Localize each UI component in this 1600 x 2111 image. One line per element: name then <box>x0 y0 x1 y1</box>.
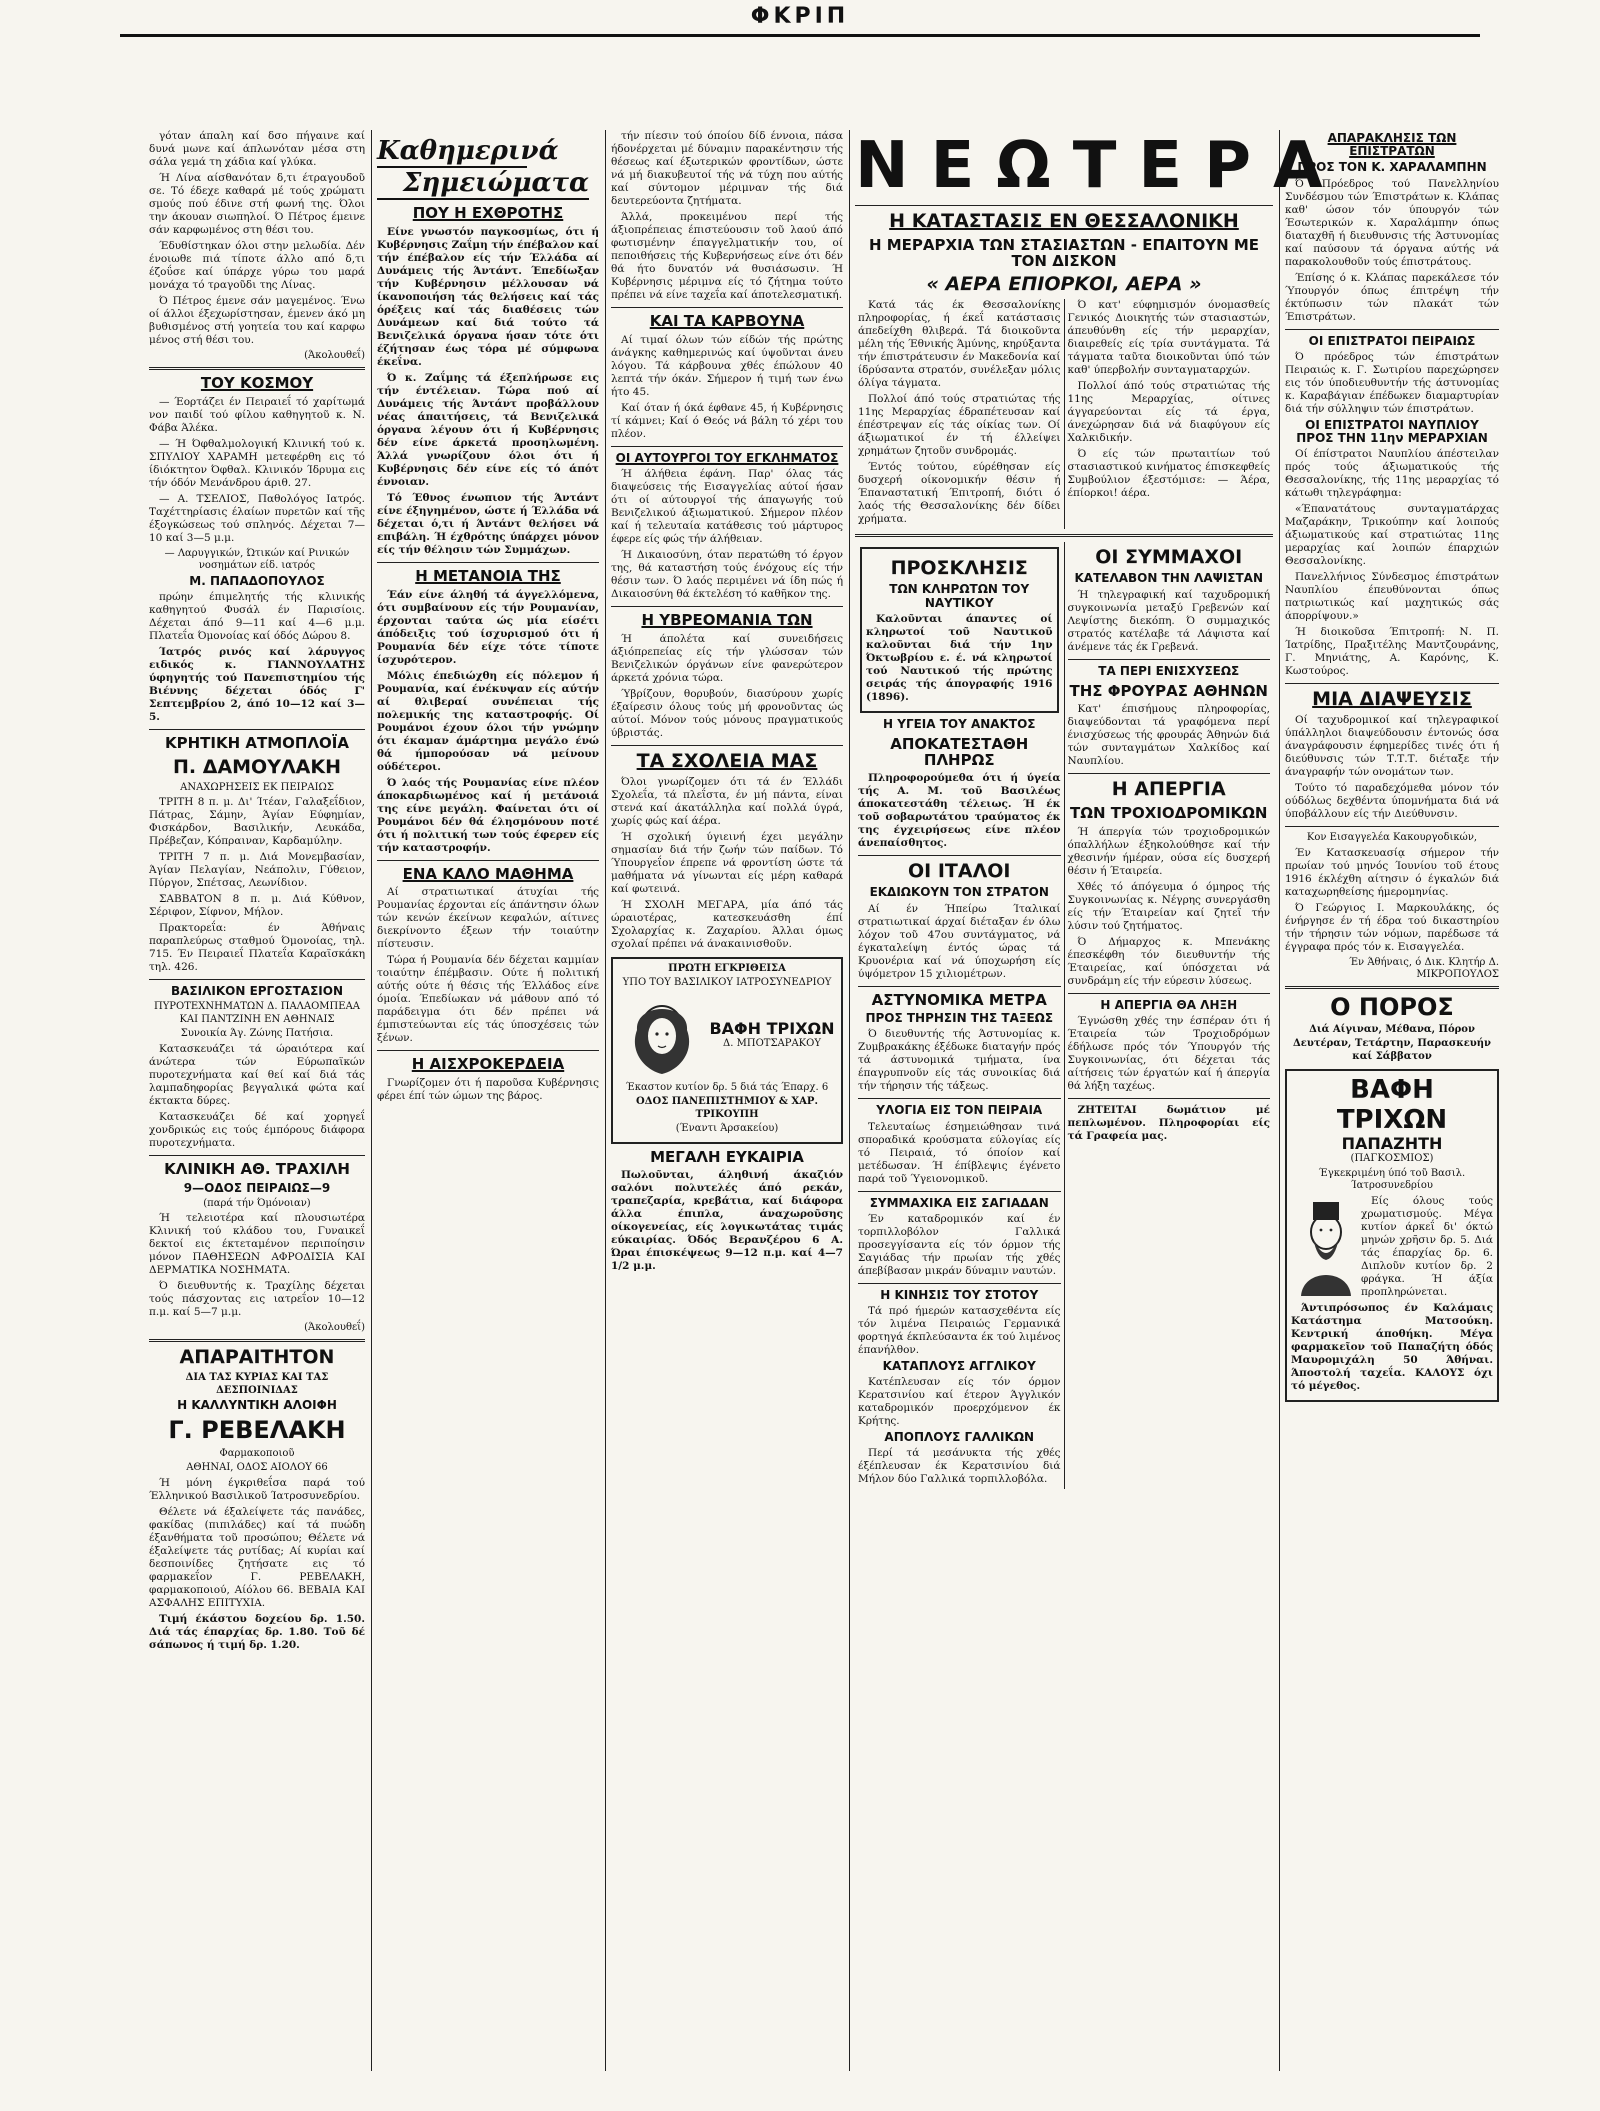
article-title: ΥΛΟΓΙΑ ΕΙΣ ΤΟΝ ΠΕΙΡΑΙΑ <box>876 1103 1043 1118</box>
ad-line: Πρακτορεΐα: έν Άθήναις παραπλεύρως σταθμού Όμονοίας, τηλ. 715. Έν Πειραιεΐ Πλατεΐα Καραϊσκάκη τηλ. 426. <box>149 922 365 974</box>
article-paragraph: Έντός τούτου, εύρέθησαν είς δυσχερή οίκονομικήν θέσιν ή Έπαναστατική Έπιτροπή, διότι ό λαός τής Θεσσαλονίκης δέν δίδει χρήματα. <box>858 461 1061 526</box>
article-paragraph: «Έπανατάτους συνταγματάρχας Μαζαράκην, Τρικούπην καί λοιπούς άξιωματικούς καί στρατιώτας 11ης μεραρχίας καί λοιπών έπαρχιών Θεσσαλονίκης. <box>1285 503 1499 568</box>
article-paragraph: Τελευταίως έσημειώθησαν τινά σποραδικά κρούσματα εύλογίας είς τό Πειραιά, τό όποίον καί μετέδωσαν. Ή έπίβλεψις έγένετο παρά τοῦ Ύγειονομικοῦ. <box>858 1120 1061 1185</box>
signature: Έν Άθήναις, ό Δικ. Κλητήρ Δ. ΜΙΚΡΟΠΟΥΛΟΣ <box>1349 956 1499 980</box>
article-paragraph: Πανελλήνιος Σύνδεσμος έπιστράτων Ναυπλίου έπευθύνονται όπως πατριωτικώς καί μαχητικώς σάς άπορρίψουν.» <box>1285 571 1499 623</box>
article-title: ΜΙΑ ΔΙΑΨΕΥΣΙΣ <box>1312 688 1472 711</box>
article-subtitle: ΤΩΝ ΚΛΗΡΩΤΩΝ ΤΟΥ ΝΑΥΤΙΚΟΥ <box>889 582 1030 610</box>
ad-line: Κατασκευάζει τά ώραιότερα καί άνώτερα τών Εύρωπαϊκών πυροτεχνήματα καί θεί καί διά τάς λαμπαδηφορίας βεγγαλικά φώτα καί έκτακτα δύρες. <box>149 1042 365 1107</box>
article-paragraph: Ό κ. Ζαΐμης τά έξεπλήρωσε εις τήν έντέλειαν. Τώρα πού αί Δυνάμεις τής Άντάντ προβάλλουν νέας άπαιτήσεις, τά Βενιζελικά όργανα λέγουν ότι ή Κυβέρνησις δέν είνε άρκετά προσηλωμένη. Άλλά γνωρίζουν όλοι ότι ή Κυβέρνησις δέν είνε είς τό άπότ έννοιαν. <box>377 371 599 488</box>
divider <box>855 205 1273 206</box>
divider <box>611 307 843 308</box>
newspaper-title: ΦΚΡΙΠ <box>750 4 850 29</box>
article-subtitle: ΤΩΝ ΤΡΟΧΙΟΔΡΟΜΙΚΩΝ <box>1070 804 1268 823</box>
hair-dye-ad <box>611 957 843 1144</box>
news-right <box>1064 542 1274 1489</box>
ad-line: Δ. ΜΠΟΤΣΑΡΑΚΟΥ <box>723 1038 821 1050</box>
article-paragraph: Καί όταν ή όκά έφθανε 45, ή Κυβέρνησις τί κάμνει; Καί ό Θεός νά βάλη τό χέρι του πλέον. <box>611 401 843 440</box>
masthead <box>0 0 1600 38</box>
article-paragraph: Ή ΣΧΟΛΗ ΜΕΓΑΡΑ, μία άπό τάς ώραιοτέρας, κατεσκευάσθη έπί Σχολαρχίας κ. Ζαχαρίου. Άλλαι όμως σχολαί πρέπει νά άνακαινισθοῦν. <box>611 898 843 950</box>
ad-line: Κατασκευάζει δέ καί χορηγεΐ χονδρικώς εις τούς έμπόρους διάφορα πυροτεχνήματα. <box>149 1110 365 1149</box>
ad-line: ΟΔΟΣ ΠΑΝΕΠΙΣΤΗΜΙΟΥ & ΧΑΡ. ΤΡΙΚΟΥΠΗ <box>636 1096 818 1120</box>
article-paragraph: τήν πίεσιν τού όποίου δίδ έννοια, πάσα ήδονέρχεται μέ δύναμιν παρακέντησιν τής θέσεως καί έξωτερικών φροντίδων, ώστε νά μή διακυβευτοί τής νά τύχη που αύτής καί σύντομον μέριμναν τής διά δευτερεύοντα ζητήματα. <box>611 130 843 207</box>
article-subtitle: ΤΗΣ ΦΡΟΥΡΑΣ ΑΘΗΝΩΝ <box>1069 681 1268 700</box>
ad-line: Πωλοῦνται, άληθινή άκαζιόν σαλόνι πολυτελές άπό ρεκάν, τραπεζαρία, κρεβάτια, καί διάφορα άλλα έπιπλα, άναχωροῦσης οίκογενείας, είς λογικωτάτας τιμάς εύκαιρίας. Όδός Βερανζέρου 6 Α. Ώραι έπισκέψεως 9—12 π.μ. καί 4—7 1/2 μ.μ. <box>611 1169 843 1273</box>
divider <box>1068 1098 1271 1099</box>
article-paragraph: Έγνώσθη χθές την έσπέραν ότι ή Έταιρεία τών Τροχιοδρόμων έδήλωσε πρός τόν Ύπουργόν τής Συγκοινωνίας, ότι δέχεται τάς αίτήσεις τών έργατών καί ή άπεργία θά λήξη ταχέως. <box>1067 1015 1270 1093</box>
article-paragraph: Όλοι γνωρίζομεν ότι τά έν Έλλάδι Σχολεΐα, τά πλεΐστα, έν μή πάντα, είναι στενά καί άκατάλληλα καί πολλά ύγρά, χωρίς φώς καί άέρα. <box>611 775 843 827</box>
continued-note: (Άκολουθεΐ) <box>304 350 365 361</box>
article-subtitle: ΕΚΔΙΩΚΟΥΝ ΤΟΝ ΣΤΡΑΤΟΝ <box>869 885 1049 900</box>
article-paragraph: Ό λαός τής Ρουμανίας είνε πλέον άποκαρδιωμένος καί ή μετάνοιά της είνε μεγάλη. Φαίνεται ότι οί Ρουμάνοι δέν θά έλησμόνουν ποτέ ότι ή πολιτική των τούς έφερεν είς τήν καταστροφήν. <box>377 776 599 854</box>
article-paragraph: Ή άλήθεια έφάνη. Παρ' όλας τάς διαψεύσεις τής Εισαγγελίας αύτοί ήσαν ότι οί αύτουργοί τής άπαγωγής τού Βενιζελικού άξιωματικού. Σήμερον πλέον καί ή τελευταία κατάθεσις τού μάρτυρος έφερε είς φώς τήν άλήθειαν. <box>611 467 843 545</box>
article-paragraph: Τά πρό ήμερών κατασχεθέντα είς τόν λιμένα Πειραιώς Γερμανικά φορτηγά έκπλεύσαντα έκ τού λιμένος έπανήλθον. <box>858 1305 1061 1356</box>
divider <box>377 562 599 563</box>
divider <box>858 1098 1061 1099</box>
ad-subtitle: Η ΚΑΛΛΥΝΤΙΚΗ ΑΛΟΙΦΗ <box>177 1398 337 1413</box>
article-subtitle: ΠΡΟΣ ΤΗΡΗΣΙΝ ΤΗΣ ΤΑΞΕΩΣ <box>865 1011 1054 1026</box>
ad-subtitle: 9—ΟΔΟΣ ΠΕΙΡΑΙΩΣ—9 <box>183 1180 331 1195</box>
ad-title-damoulaki: Π. ΔΑΜΟΥΛΑΚΗ <box>173 755 341 778</box>
divider <box>1285 683 1499 684</box>
column-5 <box>1281 130 1503 2079</box>
article-paragraph: Οί ταχυδρομικοί καί τηλεγραφικοί ύπάλληλοι διαψεύδουσιν έντονώς όσα άναγράφουσιν έφημερίδες τινές ότι ή διεύθυνσις τών Τ.Τ.Τ. διέταξε τήν άναγραφήν τών ονομάτων των. <box>1285 714 1499 779</box>
article-title: Η ΑΠΕΡΓΙΑ ΘΑ ΛΗΞΗ <box>1100 998 1238 1013</box>
ad-line: Διά Αίγιναν, Μέθανα, Πόρον <box>1309 1023 1475 1035</box>
article-paragraph: Ό κατ' εύφημισμόν όνομασθείς Γενικός Διοικητής τών στασιαστών, άπευθύνθη είς τήν μεραρχίαν, διαιρεθείς είς τρία συντάγματα. Τά τάγματα ταῦτα διοικοῦνται ύπό τών καθ' ύπερβολήν συνταγματαρχών. <box>1067 299 1270 377</box>
social-note: — Α. ΤΣΕΛΙΟΣ, Παθολόγος Ιατρός. Ταχέττηρίασις έλαίων πυρετῶν καί τῆς έξογκώσεως τού σπληνός. Δέχεται 7—10 καί 3—5 μ.μ. <box>149 492 365 544</box>
lead-right <box>1064 299 1274 529</box>
article-title: ΑΠΑΡΑΚΛΗΣΙΣ ΤΩΝ ΕΠΙΣΤΡΑΤΩΝ <box>1327 131 1457 159</box>
ad-title: ΜΕΓΑΛΗ ΕΥΚΑΙΡΙΑ <box>650 1147 804 1166</box>
serial-paragraph: Έδυθίστηκαν όλοι στην μελωδία. Δέν ένοιωθε πιά τίποτε άλλο από δ,τι έζοΰσε καί ύπάρχε γύρω του μαρά μονάχα τό τραγοῦδι της Λίνας. <box>149 240 365 291</box>
article-paragraph: Ό διευθυντής τής Άστυνομίας κ. Ζυμβρακάκης έξέδωκε διαταγήν πρός τά άστυνομικά τμήματα, ίνα έπαγρυπνοῦν είς τάς συνοικίας διά τήν τήρησιν τής τάξεως. <box>858 1028 1061 1093</box>
ad-line: Δευτέραν, Τετάρτην, Παρασκευήν καί Σάββατον <box>1293 1038 1491 1062</box>
article-title: Η ΜΕΤΑΝΟΙΑ ΤΗΣ <box>415 566 561 585</box>
header-word: Καθημερινά <box>377 136 559 166</box>
divider <box>1068 993 1271 994</box>
ad-title: ΒΑΦΗ ΤΡΙΧΩΝ <box>1336 1075 1448 1136</box>
article-paragraph: Ό πρόεδρος τών έπιστράτων Πειραιώς κ. Γ. Σωτιρίου παρεχώρησεν εις τόν ύποδιευθυντήν τής άστυνομίας κ. Καραβάγιαν έπέδωκεν διαμαρτυρίαν διά τήν σύλληψιν τών έπιστράτων. <box>1285 350 1499 415</box>
divider <box>858 986 1061 987</box>
headline: Η ΜΕΡΑΡΧΙΑ ΤΩΝ ΣΤΑΣΙΑΣΤΩΝ - ΕΠΑΙΤΟΥΝ ΜΕ ΤΟΝ ΔΙΣΚΟΝ <box>868 235 1260 270</box>
serial-paragraph: Ό Πέτρος έμενε σάν μαγεμένος. Ένω οί άλλοι έξεχωρίστησαν, έμενεν άκό μη βυθισμένος στή γοητεία του καί καρφω μένος στή θέσι του. <box>149 295 365 346</box>
ad-line: ΥΠΟ ΤΟΥ ΒΑΣΙΛΙΚΟΥ ΙΑΤΡΟΣΥΝΕΔΡΙΟΥ <box>622 977 832 989</box>
signature: Ή διοικοῦσα Έπιτροπή: Ν. Π. Ίατρίδης, Πραξιτέλης Μαντζουράνης, Γ. Μηνιάτης, Α. Καρόνης, Κ. Κωστούρος. <box>1285 626 1499 678</box>
ad-line: ΑΘΗΝΑΙ, ΟΔΟΣ ΑΙΟΛΟΥ 66 <box>186 1462 328 1474</box>
continued-note: (Άκολουθεΐ) <box>304 1322 365 1334</box>
column-divider <box>1279 130 1280 2071</box>
ad-name: ΠΑΠΑΖΗΤΗ <box>1341 1134 1443 1154</box>
header-word: Σημειώματα <box>377 168 589 200</box>
article-paragraph: Έάν είνε άληθή τά άγγελλόμενα, ότι συμβαίνουν είς τήν Ρουμανίαν, έρχονται ταύτα ώς μία είσέτι άπόδειξις τού ίσχυρισμού ότι ή Ρουμανία δέν είχε τότε τίποτε ίσχυρότερον. <box>377 588 599 666</box>
divider <box>858 1191 1061 1192</box>
article-title: ΟΙ ΑΥΤΟΥΡΓΟΙ ΤΟΥ ΕΓΚΛΗΜΑΤΟΣ <box>615 450 839 465</box>
article-paragraph: Ό είς τών πρωταιτίων τού στασιαστικού κινήματος έπισκεφθείς Συμβούλιον έξεστόμισε: — Άέρα, έπίορκοι! άέρα. <box>1067 448 1270 500</box>
ad-line: ΤΡΙΤΗ 8 π. μ. Δι' Ίτέαν, Γαλαξεΐδιον, Πάτρας, Σάμην, Άγίαν Εύφημίαν, Φισκάρδον, Βασιλικήν, Λευκάδα, Πρέβεζαν, Κόπραιναν, Καρδαμύλην. <box>149 796 365 848</box>
notice-heading: Κον Εισαγγελέα Κακουργοδικών, <box>1306 832 1478 844</box>
article-title: ΟΙ ΕΠΙΣΤΡΑΤΟΙ ΠΕΙΡΑΙΩΣ <box>1308 333 1476 348</box>
ad-line: ΑΝΑΧΩΡΗΣΕΙΣ ΕΚ ΠΕΙΡΑΙΩΣ <box>180 781 334 793</box>
article-paragraph: Αί έν Ήπείρω Ίταλικαί στρατιωτικαί άρχαί διέταξαν έν όλω λόχον τοῦ 47ου συντάγματος, νά έγκαταλείψη έντός ώρας τά Κρυονέρια καί νά ύποχωρήση είς ύψόμετρον 15 χιλιομέτρων. <box>858 902 1061 980</box>
divider <box>1285 986 1499 989</box>
column-3 <box>607 130 847 2079</box>
article-paragraph: Ό Γεώργιος Ι. Μαρκουλάκης, ός ένήργησε έν τή έδρα τού δικαστηρίου τήν τήρησιν τών νόμων, παρέδωσε τά έγγραφα πρός τόν κ. Εισαγγελέα. <box>1285 901 1499 953</box>
headline: « ΑΕΡΑ ΕΠΙΟΡΚΟΙ, ΑΕΡΑ » <box>926 273 1202 296</box>
article-title: ΣΥΜΜΑΧΙΚΑ ΕΙΣ ΣΑΓΙΑΔΑΝ <box>869 1195 1049 1210</box>
ad-line: (Έναντι Άρσακείου) <box>675 1123 779 1135</box>
ad-body <box>1291 1195 1493 1302</box>
article-title: ΟΙ ΙΤΑΛΟΙ <box>908 860 1011 883</box>
article-title: ΚΑΙ ΤΑ ΚΑΡΒΟΥΝΑ <box>649 312 805 330</box>
divider <box>858 1283 1061 1284</box>
column-divider <box>849 130 850 2071</box>
article-paragraph: Χθές τό άπόγευμα ό όμηρος τής Συγκοινωνίας κ. Νέγρης συνεργάσθη είς τήν Έταιρείαν καί ζητεΐ τήν λύσιν τού ζητήματος. <box>1067 881 1270 933</box>
article-paragraph: Τούτο τό παραδεχόμεθα μόνον τόν ούδόλως δεχθέντα ύπομνήματα διά νά ύποβάλλουν είς τήν Διεύθυνσιν. <box>1285 782 1499 821</box>
hair-dye-ad-papaziti <box>1285 1069 1499 1402</box>
divider <box>1068 659 1271 660</box>
article-title: Η ΚΙΝΗΣΙΣ ΤΟΥ ΣΤΟΤΟΥ <box>880 1287 1039 1302</box>
article-paragraph: Τό Έθνος ένωπιον τής Άντάντ είνε έξηγημένον, ώστε ή Έλλάδα νά δέχεται ό,τι ή Άντάντ θελήσει νά επιβάλη. Ή έχθρότης ύπάρχει μόνον είς τήν θέλησιν τών Συμμάχων. <box>377 491 599 556</box>
doctor-name: Μ. ΠΑΠΑΔΟΠΟΥΛΟΣ <box>189 573 325 588</box>
masthead-rule <box>120 34 1480 37</box>
article-paragraph: Ύβρίζουν, θορυβούν, διασύρουν χωρίς έξαίρεσιν όλους τούς μή φρονοῦντας ώς αύτοί. Μόνον τούς μόνους πραγματικούς ύβριστάς. <box>611 687 843 739</box>
ad-title-poros: Ο ΠΟΡΟΣ <box>1330 992 1454 1021</box>
article-paragraph: Καλοῦνται άπαντες οί κληρωτοί τοῦ Ναυτικοῦ καλοῦνται διά τήν 1ην Όκτωβρίου ε. έ. νά κληρωτοί τού Ναυτικού τής πρώτης σειράς τής άπογραφής 1916 (1896). <box>866 612 1053 703</box>
article-paragraph: Πολλοί άπό τούς στρατιώτας τής 11ης Μεραρχίας έδραπέτευσαν καί έπέστρεψαν είς τάς οίκίας των. Οί άξιωματικοί έν τή έλλείψει χρημάτων ζητοῦν συνδρομάς. <box>858 393 1061 458</box>
article-paragraph: Τώρα ή Ρουμανία δέν δέχεται καμμίαν τοιαύτην έπέμβασιν. Ούτε ή πολιτική αύτής ούτε ή θέσις τής Έλλάδος είνε όμοία. Έπεδίωκαν νά μάθουν από τό παράδειγμα ότι δέν πρέπει νά έμπιστεύωνται είς τάς ύποσχέσεις τών ξένων. <box>377 954 599 1045</box>
column-header-kathimerina <box>377 136 599 200</box>
social-note: — Ή Όφθαλμολογική Κλινική τού κ. ΣΠΥΛΙΟΥ ΧΑΡΑΜΗ μετεφέρθη εις τό ίδιόκτητον Όφθαλ. Κλινικόν Ίδρυμα εις τήν όδόν Μενάνδρου άριθ. 27. <box>149 437 365 489</box>
ad-title-kritiki: ΚΡΗΤΙΚΗ ΑΤΜΟΠΛΟΪΑ <box>164 733 349 752</box>
man-portrait-icon <box>1291 1198 1361 1298</box>
article-subtitle: ΚΑΤΕΛΑΒΟΝ ΤΗΝ ΛΑΨΙΣΤΑΝ <box>1074 571 1263 586</box>
article-paragraph: Ή άπολέτα καί συνειδήσεις άξιόπρεπείας είς τήν γλώσσαν τών Βενιζελικών όργάνων είνε φανερώτερον άρκετά χρόνια τώρα. <box>611 632 843 684</box>
article-title: ΠΡΟΣΚΛΗΣΙΣ <box>890 557 1028 580</box>
ad-name: ΒΑΦΗ ΤΡΙΧΩΝ <box>709 1019 835 1039</box>
article-paragraph: Ό Δήμαρχος κ. Μπενάκης έπεσκέφθη τόν διευθυντήν τής Έταιρείας, καί ύπόσχεται νά συνδράμη είς τήν εύρεσιν λύσεως. <box>1067 936 1270 988</box>
article-paragraph: Περί τά μεσάνυκτα τής χθές έξέπλευσαν έκ Κερατσινίου διά Μήλον δύο Γαλλικά τορπιλλοβόλα. <box>858 1447 1061 1486</box>
article-paragraph: Ή Δικαιοσύνη, όταν περατώθη τό έργον της, θά καταστήση τούς ένόχους είς τήν θέσιν των. Ό λαός περιμένει νά ίδη πώς ή Δικαιοσύνη θά έκτελέση τό καθῆκον της. <box>611 548 843 600</box>
ad-line: Συνοικία Άγ. Ζώνης Πατήσια. <box>180 1028 334 1040</box>
serial-paragraph: Ή Λίνα αίσθανόταν δ,τι έτραγουδοῦ σε. Τό έδεχε καθαρά μέ τούς χρώματι σμούς πού έδινε στή φωνή της. Όλοι την άκουαν σιωπηλοί. Ό Πέτρος έμεινε σάν καρφωμένος στη θέσι του. <box>149 172 365 236</box>
ad-line: Φαρμακοποιοῦ <box>219 1447 295 1459</box>
classified-ad: ΖΗΤΕΙΤΑΙ δωμάτιον μέ πεπλωμένον. Πληροφορίαι είς τά Γραφεία μας. <box>1067 1104 1270 1143</box>
article-subtitle: ΠΡΟΣ ΤΟΝ Κ. ΧΑΡΑΛΑΜΠΗΝ <box>1297 160 1487 175</box>
article-title: ΟΙ ΕΠΙΣΤΡΑΤΟΙ ΝΑΥΠΛΙΟΥ ΠΡΟΣ ΤΗΝ 11ην ΜΕΡΑΡΧΙΑΝ <box>1296 417 1488 445</box>
article-title: ΕΝΑ ΚΑΛΟ ΜΑΘΗΜΑ <box>402 864 574 883</box>
article-title: ΤΑ ΠΕΡΙ ΕΝΙΣΧΥΣΕΩΣ <box>1098 663 1240 678</box>
ad-line: Άντιπρόσωπος έν Καλάμαις Κατάστημα Ματσούκη. Κεντρική άποθήκη. Μέγα φαρμακεῖον τοῦ Παπαζήτη όδός Μαυρομιχάλη 50 Άθήναι. Άποστολή ταχεΐα. ΚΑΛΟΥΣ όχι τό μέγεθος. <box>1291 1301 1493 1392</box>
ad-line: Ή μόνη έγκριθεΐσα παρά τού Έλληνικού Βασιλικοῦ Ίατροσυνεδρίου. <box>149 1476 365 1502</box>
ad-line: ΠΡΩΤΗ ΕΓΚΡΙΘΕΙΣΑ <box>668 962 786 974</box>
social-note: — Έορτάζει έν Πειραιεΐ τό χαρίτωμά νον παιδί τού φίλου καθηγητοῦ κ. Ν. Φάβα Άλέκα. <box>149 395 365 434</box>
news-left <box>855 542 1064 1489</box>
ad-line: (παρά τήν Όμόνοιαν) <box>203 1197 311 1209</box>
divider <box>149 1155 365 1156</box>
article-paragraph: Ή σχολική ύγιεινή έχει μεγάλην σημασίαν διά τήν ζωήν τών παίδων. Τό Ύπουργεΐον έπρεπε νά φροντίση ώστε τά μαθήματα νά γίνωνται είς μέρη καθαρά καί φωτεινά. <box>611 830 843 895</box>
article-paragraph: Μόλις έπεδιώχθη είς πόλεμον ή Ρουμανία, καί ένέκυψαν είς αύτήν αί θλιβεραί συνέπειαι τής πολεμικής της καταστροφής. Οί Ρουμάνοι έχουν όλοι τήν γνώμην ότι έκαμαν άμάρτημα μεγάλο ένώ θά ήμπορούσαν νά μείνουν ούδέτεροι. <box>377 669 599 773</box>
ad-line: Ή τελειοτέρα καί πλουσιωτέρα Κλινική τού κλάδου του, Γυναικεΐ δεκτοί εις έκτεταμένον περιποίησιν μόνον ΠΑΘΗΣΕΩΝ ΑΦΡΟΔΙΣΙΑ ΚΑΙ ΔΕΡΜΑΤΙΚΑ ΝΟΣΗΜΑΤΑ. <box>149 1212 365 1277</box>
article-title: Η ΥΒΡΕΟΜΑΝΙΑ ΤΩΝ <box>641 610 813 629</box>
notice-box <box>860 547 1059 712</box>
divider <box>149 367 365 370</box>
article-title: Η ΑΙΣΧΡΟΚΕΡΔΕΙΑ <box>411 1055 565 1074</box>
article-paragraph: Κατά τάς έκ Θεσσαλονίκης πληροφορίας, ή έκεΐ κατάστασις άπεδείχθη θλιβερά. Τά διοικοῦντα μέλη τής Έθνικής Άμύνης, κηρύξαντα τήν έπιστράτευσιν έν Μακεδονία καί ίδρύσαντα στρατόν, συνέλεξαν μόλις όλίγα τάγματα. <box>858 299 1061 390</box>
column-2 <box>373 130 603 2079</box>
lead-article <box>855 299 1273 529</box>
ad-line: (ΠΑΓΚΟΣΜΙΟΣ) <box>1350 1153 1434 1165</box>
article-paragraph: Πληροφορούμεθα ότι ή ύγεία τής Α. Μ. τοῦ Βασιλέως άποκατεστάθη τέλειως. Ή έκ τοῦ σοβαρωτάτου τραύματος έκ της έγχειρήσεως είνε πλέον άνεπαίσθητος. <box>858 772 1061 850</box>
serial-paragraph: γόταν άπαλη καί δσο πήγαινε καί δυνά μωνε καί άπλωνόταν μέσα στη σάλα γεμά τη χάδια καί γλύκα. <box>149 130 365 168</box>
column-divider <box>371 130 372 2071</box>
divider <box>377 1050 599 1051</box>
section-banner-neotera: ΝΕΩΤΕΡΑ <box>855 129 1345 203</box>
article-paragraph: Έν καταδρομικόν καί έν τορπιλλοβόλον Γαλλικά προσεγγίσαντα είς τόν όρμον τής Σαγιάδας τήν πρωίαν τής χθές άπεβίβασαν μικράν δύναμιν ναυτών. <box>858 1212 1061 1277</box>
divider <box>149 729 365 730</box>
article-title: ΟΙ ΣΥΜΜΑΧΟΙ <box>1095 546 1243 569</box>
article-paragraph: Ή τηλεγραφική καί ταχυδρομική συγκοινωνία μεταξύ Γρεβενών καί Λεψίστης διεκόπη. Ό συμμαχικός στρατός κατέλαβε τά Λάψιστα καί άνέμενε τάς έκ Γρεβενά. <box>1067 588 1270 653</box>
ad-body <box>617 992 837 1082</box>
social-note: Ίατρός ρινός καί λάρυγγος ειδικός κ. ΓΙΑΝΝΟΥΛΑΤΗΣ ύφηγητής τού Πανεπιστημίου τής Βιέννης δέχεται όδός Γ' Σεπτεμβρίου 2, άπό 10—12 καί 3—5. <box>149 645 365 723</box>
divider <box>149 1339 365 1342</box>
article-paragraph: Γνωρίζομεν ότι ή παροῦσα Κυβέρνησις φέρει έπί τών ώμων της βάρος. <box>377 1077 599 1102</box>
divider <box>1285 826 1499 827</box>
ad-subtitle: ΔΙΑ ΤΑΣ ΚΥΡΙΑΣ ΚΑΙ ΤΑΣ ΔΕΣΠΟΙΝΙΔΑΣ <box>185 1372 329 1396</box>
article-title: Η ΥΓΕΙΑ ΤΟΥ ΑΝΑΚΤΟΣ <box>883 716 1036 731</box>
divider <box>377 860 599 861</box>
section-title-tou-kosmou: ΤΟΥ ΚΟΣΜΟΥ <box>200 374 314 392</box>
article-paragraph: Κατέπλευσαν είς τόν όρμον Κερατσινίου καί έτερον Άγγλικόν καταδρομικόν προερχόμενον έκ Κρήτης. <box>858 1376 1061 1428</box>
article-paragraph: Οί έπίστρατοι Ναυπλίου άπέστειλαν πρός τούς άξιωματικούς τής Θεσσαλονίκης, τής 11ης μεραρχίας τό κάτωθι τηλεγράφημα: <box>1285 448 1499 500</box>
article-paragraph: Πολλοί άπό τούς στρατιώτας τής 11ης Μεραρχίας, οίτινες άγγαρεύονται είς τά έργα, άνεχώρησαν διά νά διαφύγουν είς Χαλκιδικήν. <box>1067 380 1270 445</box>
article-paragraph: Είνε γνωστόν παγκοσμίως, ότι ή Κυβέρνησις Ζαΐμη τήν έπέβαλον καί τήν έπέβαλον είς τήν Έλλάδα αί Δυνάμεις τής Άντάντ. Έπεδίωξαν τήν Κυβέρνησιν μέλλουσαν νά ίκανοποιήση τάς θελήσεις καί τάς όρέξεις καί τάς διαθέσεις τών Δυνάμεων καί διά τούτο τά Βενιζελικά όργανα ήσαν τότε ότι έζήτησαν έως τόρα μέ σύμφωνα έκεΐνα. <box>377 225 599 368</box>
article-paragraph: Άλλά, προκειμένου περί τής άξιοπρέπειας έπιστεύουσιν τοῦ λαού άπό φωτισμένην έπαγγελματικήν του, οί πεποιθήσεις τής Κυβερνήσεως είνε ότι δέν θά ήτο δυνατόν νά θυσιάσωσιν. Ή Κυβέρνησις μέριμνα είς τό ζήτημα τούτο πρέπει νά είνε ταχεΐα καί άποτελεσματική. <box>611 211 843 301</box>
divider <box>611 606 843 607</box>
lead-left <box>855 299 1064 529</box>
article-title: ΚΑΤΑΠΛΟΥΣ ΑΓΓΛΙΚΟΥ <box>882 1359 1036 1373</box>
column-divider <box>605 130 606 2071</box>
news-columns <box>855 542 1273 1489</box>
divider <box>1068 773 1271 774</box>
headline: Η ΚΑΤΑΣΤΑΣΙΣ ΕΝ ΘΕΣΣΑΛΟΝΙΚΗ <box>889 210 1239 232</box>
divider <box>1285 329 1499 330</box>
article-subtitle: ΑΠΟΚΑΤΕΣΤΑΘΗ ΠΛΗΡΩΣ <box>890 734 1029 769</box>
article-title: Η ΑΠΕΡΓΙΑ <box>1111 778 1226 801</box>
divider <box>611 446 843 447</box>
ad-line: ΣΑΒΒΑΤΟΝ 8 π. μ. Διά Κύθνον, Σέριφον, Σίφνον, Μήλον. <box>149 893 365 919</box>
column-4-news <box>851 129 1345 2079</box>
article-title: ΤΑ ΣΧΟΛΕΙΑ ΜΑΣ <box>636 749 818 772</box>
woman-portrait-icon <box>617 992 707 1082</box>
ad-name-revelaki: Γ. ΡΕΒΕΛΑΚΗ <box>168 1416 346 1445</box>
article-paragraph: Ό Πρόεδρος τού Πανελληνίου Συνδέσμου τών Έπιστράτων κ. Κλάπας καθ' ώσον τόν ύπουργόν τών Έσωτερικών κ. Χαραλάμπην όπως διαταχθῆ ή διευθυνσις τής Άστυνομίας καί παύσουν τά όργανα αύτής νά παρακολουθοῦν τούς έπιστράτους. <box>1285 177 1499 268</box>
ad-line: Θέλετε νά έξαλείψετε τάς πανάδες, φακίδας (πιπιλάδες) καί τά πυώδη έξανθήματα τοῦ προσώπου; Θέλετε νά έξαλείψετε τάς ρυτίδας; Αί κυρίαι καί δεσποινίδες ζητήσατε εις τό φαρμακεΐον Γ. ΡΕΒΕΛΑΚΗ, φαρμακοποιού, Αίόλου 66. ΒΕΒΑΙΑ ΚΑΙ ΑΣΦΑΛΗΣ ΕΠΙΤΥΧΙΑ. <box>149 1505 365 1609</box>
divider <box>858 855 1061 856</box>
ad-line: Έκαστον κυτίον δρ. 5 διά τάς Έπαρχ. 6 <box>625 1081 829 1093</box>
article-paragraph: Έν Κατασκευασίᾳ σήμερον τήν πρωίαν τού μηνός Ίουνίου τοῦ έτους 1916 έκλέχθη αίτησιν ό έγκαλών διά καταχωρηθείσης ήμερομηνίας. <box>1285 846 1499 898</box>
article-paragraph: Ή άπεργία τών τροχιοδρομικών όπαλλήλων έξηκολούθησε καί τήν χθεσινήν ήμέραν, ούσα είς δυσχερή θέσιν ή Έταιρεία. <box>1067 826 1270 878</box>
ad-line: Είς όλους τούς χρωματισμούς. Μέγα κυτίον άρκεΐ δι' όκτώ μηνών χρῆσιν δρ. 5. Διά τάς έπαρχίας δρ. 6. Διπλοῦν κυτίον δρ. 2 φράγκα. Ή άξία προπληρώνεται. <box>1361 1194 1493 1298</box>
article-paragraph: Έπίσης ό κ. Κλάπας παρεκάλεσε τόν Ύπουργόν όπως έπιτρέψη τήν έκτύπωσιν τών πλακάτ τών Έπιστράτων. <box>1285 271 1499 323</box>
ad-title-vasilikon: ΒΑΣΙΛΙΚΟΝ ΕΡΓΟΣΤΑΣΙΟΝ <box>171 984 343 999</box>
article-title: ΑΠΟΠΛΟΥΣ ΓΑΛΛΙΚΩΝ <box>884 1430 1035 1445</box>
article-title: ΠΟΥ Η ΕΧΘΡΟΤΗΣ <box>412 204 564 222</box>
article-title: ΑΣΤΥΝΟΜΙΚΑ ΜΕΤΡΑ <box>871 990 1047 1009</box>
ad-title-aparaititon: ΑΠΑΡΑΙΤΗΤΟΝ <box>179 1346 335 1369</box>
ad-title-kliniki: ΚΛΙΝΙΚΗ ΑΘ. ΤΡΑΧΙΛΗ <box>164 1159 350 1178</box>
ad-subtitle: ΠΥΡΟΤΕΧΝΗΜΑΤΩΝ Δ. ΠΑΛΑΟΜΠΕΑΑ ΚΑΙ ΠΑΝΤΖΙΝΗ ΕΝ ΑΘΗΝΑΙΣ <box>153 1001 361 1025</box>
article-paragraph: Αί στρατιωτικαί άτυχίαι τής Ρουμανίας έρχονται είς άπάντησιν όλων τών κενών έκείνων κεφαλών, αίτινες διεκρίνοντο έξεων τήν τοιαύτην πίστευσιν. <box>377 886 599 951</box>
ad-line: Ό διευθυντής κ. Τραχίλης δέχεται τούς πάσχοντας εις ιατρεΐον 10—12 π.μ. καί 5—7 μ.μ. <box>149 1280 365 1319</box>
ad-line: ΤΡΙΤΗ 7 π. μ. Διά Μονεμβασίαν, Άγίαν Πελαγίαν, Νεάπολιν, Γύθειον, Πύργον, Σπέτσας, Λεωνίδιον. <box>149 851 365 890</box>
column-1 <box>145 130 369 2079</box>
article-paragraph: Αί τιμαί όλων τών είδών τής πρώτης άνάγκης καθημερινώς καί ύψοῦνται άνευ λόγου. Τά κάρβουνα χθές έπώλουν 40 λεπτά τήν όκάν. Σήμερον ή τιμή των ένω ήτο 45. <box>611 333 843 398</box>
ad-line: Τιμή έκάστου δοχείου δρ. 1.50. Διά τάς έπαρχίας δρ. 1.80. Τοῦ δέ σάπωνος ή τιμή δρ. 1.20. <box>149 1612 365 1651</box>
divider <box>855 534 1273 537</box>
ad-line: Έγκεκριμένη ύπό τοῦ Βασιλ. Ίατροσυνεδρίου <box>1318 1167 1466 1192</box>
article-paragraph: Κατ' έπισήμους πληροφορίας, διαψεύδονται τά γραφόμενα περί ένισχύσεως τής φρουράς Άθηνών διά τών συνταγμάτων Χαλκίδος καί Ναυπλίου. <box>1067 703 1270 768</box>
social-note: — Λαρυγγικών, Ώτικών καί Ρινικών νοσημάτων είδ. ιατρός <box>164 547 350 572</box>
divider <box>611 745 843 746</box>
divider <box>149 979 365 980</box>
social-note: πρώην έπιμελητής τής κλινικής καθηγητού Φυσάλ έν Παρισίοις. Δέχεται άπό 9—11 καί 4—6 μ.μ. Πλατεΐα Όμονοίας καί όδός Δώρου 8. <box>149 590 365 642</box>
